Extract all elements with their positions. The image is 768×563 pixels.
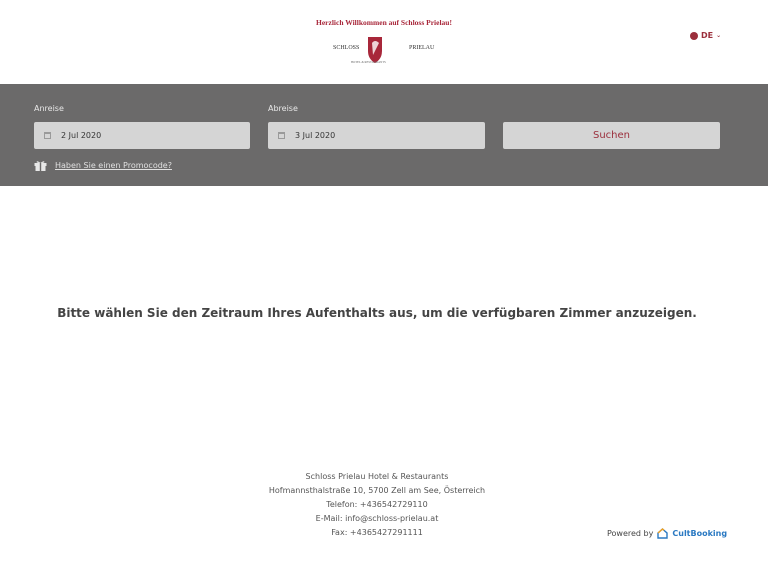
calendar-icon <box>278 132 285 139</box>
departure-label: Abreise <box>268 104 298 113</box>
search-bar <box>0 84 768 186</box>
language-selector[interactable] <box>690 31 721 40</box>
footer-hotel-name: Schloss Prielau Hotel & Restaurants <box>305 472 449 481</box>
availability-message: Bitte wählen Sie den Zeitraum Ihres Aufenthalts aus, um die verfügbaren Zimmer anzuzeigen. <box>57 306 697 320</box>
gift-icon <box>34 160 47 171</box>
globe-icon <box>690 32 698 40</box>
language-label: DE <box>701 31 714 40</box>
search-button[interactable]: Suchen <box>503 122 720 149</box>
arrival-date-field[interactable] <box>34 122 250 149</box>
arrival-label: Anreise <box>34 104 64 113</box>
cultbooking-icon <box>657 528 668 539</box>
footer-phone: Telefon: +436542729110 <box>326 500 428 509</box>
welcome-text: Herzlich Willkommen auf Schloss Prielau! <box>316 18 452 27</box>
chevron-down-icon: ⌄ <box>716 32 722 39</box>
powered-by[interactable] <box>607 528 727 539</box>
powered-by-label: Powered by <box>607 529 654 538</box>
calendar-icon <box>44 132 51 139</box>
logo-left-text: SCHLOSS <box>333 45 360 51</box>
logo-sub-text: HOTEL & RESTAURANTS <box>351 60 386 64</box>
departure-date-value: 3 Jul 2020 <box>295 131 336 140</box>
footer-email: E-Mail: info@schloss-prielau.at <box>315 514 439 523</box>
hotel-logo <box>333 33 445 69</box>
promo-row <box>34 160 172 171</box>
departure-date-field[interactable] <box>268 122 485 149</box>
arrival-date-value: 2 Jul 2020 <box>61 131 102 140</box>
footer-fax: Fax: +4365427291111 <box>331 528 423 537</box>
footer-address: Hofmannsthalstraße 10, 5700 Zell am See, Österreich <box>268 486 486 495</box>
promo-code-link[interactable]: Haben Sie einen Promocode? <box>55 161 172 170</box>
logo-right-text: PRIELAU <box>409 45 435 51</box>
cultbooking-brand: CultBooking <box>672 529 728 538</box>
header <box>0 0 768 84</box>
